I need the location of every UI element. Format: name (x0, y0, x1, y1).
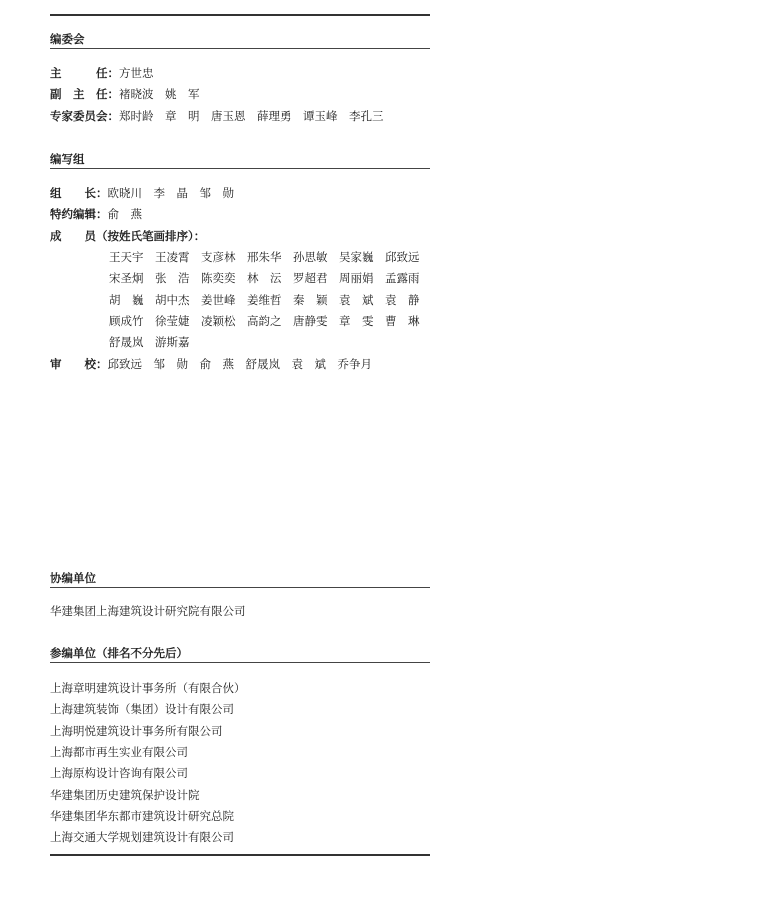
review-label: 审 校： (50, 357, 108, 371)
leader-label: 组 长： (50, 186, 108, 200)
co-editor-section-title: 协编单位 (50, 571, 430, 588)
vice-label: 副 主 任： (50, 87, 119, 101)
review-names: 邱致远 邹 勋 俞 燕 舒晟岚 袁 斌 乔争月 (107, 357, 372, 371)
expert-names: 郑时龄 章 明 唐玉恩 薛理勇 谭玉峰 李孔三 (119, 109, 384, 123)
special-editor-line (50, 207, 142, 221)
bottom-rule (50, 854, 430, 856)
participant-org: 上海建筑装饰（集团）设计有限公司 (50, 702, 234, 716)
participant-org: 华建集团历史建筑保护设计院 (50, 788, 200, 802)
vice-line (50, 87, 200, 101)
special-editor-label: 特约编辑： (50, 207, 108, 221)
chief-names: 方世忠 (119, 66, 154, 80)
member-row: 舒晟岚 游斯嘉 (109, 335, 190, 349)
leader-line (50, 186, 234, 200)
participant-org: 上海原构设计咨询有限公司 (50, 766, 188, 780)
member-row: 胡 巍 胡中杰 姜世峰 姜维哲 秦 颖 袁 斌 袁 静 (109, 293, 420, 307)
top-rule (50, 14, 430, 16)
member-row: 王天宇 王凌霄 支彦林 邢朱华 孙思敏 吴家巍 邱致远 (109, 250, 420, 264)
participant-org: 上海都市再生实业有限公司 (50, 745, 188, 759)
participants-section-title: 参编单位（排名不分先后） (50, 646, 430, 663)
members-line (50, 229, 205, 243)
chief-line (50, 66, 154, 80)
participant-org: 上海明悦建筑设计事务所有限公司 (50, 724, 223, 738)
participant-org: 上海交通大学规划建筑设计有限公司 (50, 830, 234, 844)
vice-names: 褚晓波 姚 军 (119, 87, 200, 101)
member-row: 顾成竹 徐莹婕 凌颖松 高韵之 唐静雯 章 雯 曹 琳 (109, 314, 420, 328)
leader-names: 欧晓川 李 晶 邹 勋 (107, 186, 234, 200)
special-editor-names: 俞 燕 (107, 207, 142, 221)
co-editor-org: 华建集团上海建筑设计研究院有限公司 (50, 604, 246, 618)
participant-org: 上海章明建筑设计事务所（有限合伙） (50, 681, 246, 695)
participant-org: 华建集团华东都市建筑设计研究总院 (50, 809, 234, 823)
review-line (50, 357, 372, 371)
expert-label: 专家委员会： (50, 109, 119, 123)
expert-line (50, 109, 384, 123)
writing-section-title: 编写组 (50, 152, 430, 169)
editorial-section-title: 编委会 (50, 32, 430, 49)
member-row: 宋圣炯 张 浩 陈奕奕 林 沄 罗超君 周丽娟 孟露雨 (109, 271, 420, 285)
chief-label: 主 任： (50, 66, 119, 80)
members-label: 成 员（按姓氏笔画排序）： (50, 229, 206, 243)
